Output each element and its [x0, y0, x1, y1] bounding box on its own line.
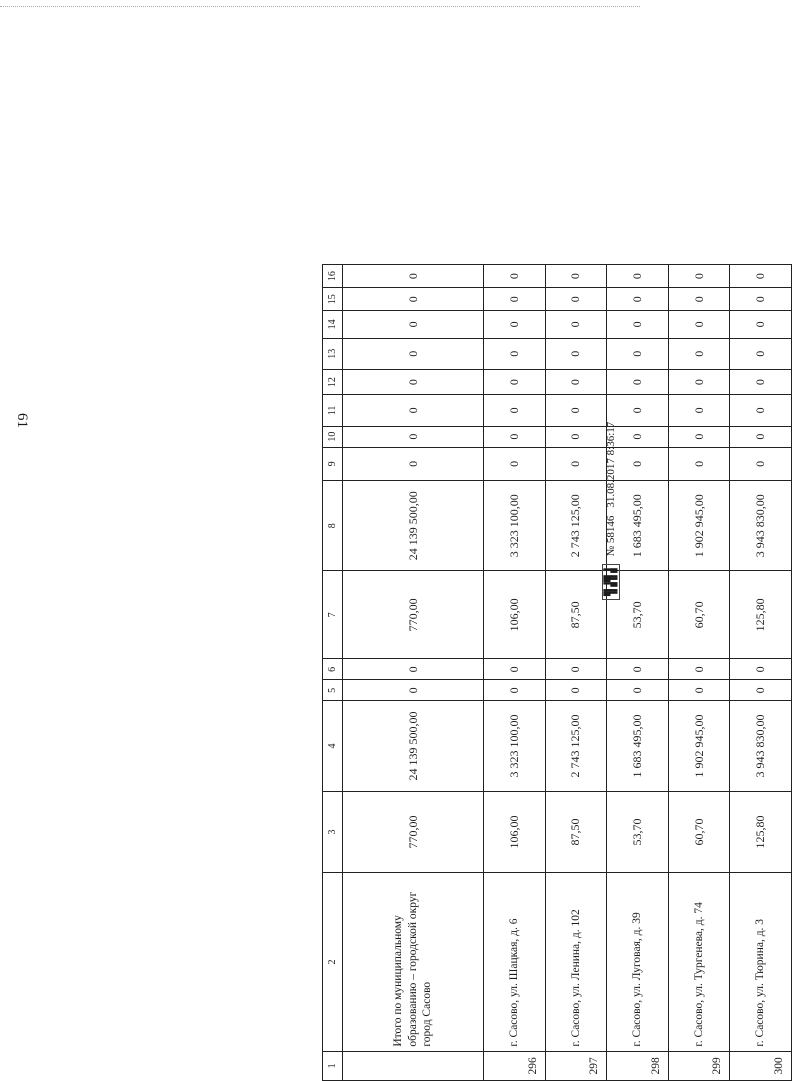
value-cell-c6: 0	[484, 659, 546, 680]
column-number-1: 1	[323, 1051, 343, 1080]
row-index: 299	[668, 1051, 730, 1080]
column-number-6: 6	[323, 659, 343, 680]
value-cell-c8: 2 743 125,00	[545, 481, 607, 571]
value-cell-c7: 87,50	[545, 571, 607, 659]
value-cell-c12: 0	[668, 369, 730, 394]
value-cell-c3: 87,50	[545, 791, 607, 873]
document-timestamp: 31.08.2017 8:36:17	[605, 421, 617, 508]
value-cell-c9: 0	[730, 447, 792, 481]
value-cell-c14: 0	[607, 311, 669, 338]
value-cell-c5: 0	[668, 680, 730, 701]
column-number-3: 3	[323, 791, 343, 873]
value-cell-c5: 0	[484, 680, 546, 701]
table-row	[343, 265, 484, 1081]
value-cell-c8: 3 943 830,00	[730, 481, 792, 571]
value-cell-c6: 0	[607, 659, 669, 680]
address-cell: Итого по муниципальному образованию – городской округ город Сасово	[343, 873, 484, 1051]
value-cell-c4: 1 902 945,00	[668, 701, 730, 791]
value-cell-c7: 106,00	[484, 571, 546, 659]
value-cell-c3: 53,70	[607, 791, 669, 873]
value-cell-c7: 770,00	[343, 571, 484, 659]
value-cell-c11: 0	[730, 395, 792, 426]
value-cell-c15: 0	[607, 288, 669, 311]
value-cell-c6: 0	[668, 659, 730, 680]
value-cell-c11: 0	[484, 395, 546, 426]
column-number-7: 7	[323, 571, 343, 659]
document-footer	[596, 340, 626, 600]
value-cell-c10: 0	[484, 426, 546, 447]
column-number-12: 12	[323, 369, 343, 394]
row-index: 297	[545, 1051, 607, 1080]
value-cell-c13: 0	[343, 338, 484, 369]
table-row	[484, 265, 546, 1081]
row-index: 298	[607, 1051, 669, 1080]
value-cell-c9: 0	[668, 447, 730, 481]
value-cell-c14: 0	[668, 311, 730, 338]
value-cell-c3: 60,70	[668, 791, 730, 873]
value-cell-c9: 0	[343, 447, 484, 481]
value-cell-c5: 0	[730, 680, 792, 701]
column-number-16: 16	[323, 265, 343, 288]
data-table-rotated	[322, 264, 792, 1081]
column-number-2: 2	[323, 873, 343, 1051]
address-cell: г. Сасово, ул. Тургенева, д. 74	[668, 873, 730, 1051]
value-cell-c3: 125,80	[730, 791, 792, 873]
value-cell-c11: 0	[607, 395, 669, 426]
value-cell-c8: 1 902 945,00	[668, 481, 730, 571]
row-index	[343, 1051, 484, 1080]
value-cell-c10: 0	[607, 426, 669, 447]
value-cell-c6: 0	[343, 659, 484, 680]
value-cell-c16: 0	[545, 265, 607, 288]
value-cell-c9: 0	[607, 447, 669, 481]
value-cell-c13: 0	[607, 338, 669, 369]
value-cell-c6: 0	[730, 659, 792, 680]
value-cell-c8: 1 683 495,00	[607, 481, 669, 571]
value-cell-c8: 3 323 100,00	[484, 481, 546, 571]
column-number-11: 11	[323, 395, 343, 426]
value-cell-c5: 0	[343, 680, 484, 701]
value-cell-c7: 60,70	[668, 571, 730, 659]
address-cell: г. Сасово, ул. Шацкая, д. 6	[484, 873, 546, 1051]
value-cell-c9: 0	[484, 447, 546, 481]
value-cell-c9: 0	[545, 447, 607, 481]
value-cell-c13: 0	[730, 338, 792, 369]
value-cell-c10: 0	[668, 426, 730, 447]
address-cell: г. Сасово, ул. Тюрина, д. 3	[730, 873, 792, 1051]
value-cell-c4: 24 139 500,00	[343, 701, 484, 791]
column-number-10: 10	[323, 426, 343, 447]
value-cell-c12: 0	[730, 369, 792, 394]
value-cell-c5: 0	[607, 680, 669, 701]
table-row	[730, 265, 792, 1081]
value-cell-c16: 0	[607, 265, 669, 288]
value-cell-c11: 0	[545, 395, 607, 426]
value-cell-c15: 0	[343, 288, 484, 311]
value-cell-c7: 53,70	[607, 571, 669, 659]
value-cell-c14: 0	[730, 311, 792, 338]
address-cell: г. Сасово, ул. Луговая, д. 39	[607, 873, 669, 1051]
value-cell-c15: 0	[730, 288, 792, 311]
document-number: № 58146	[605, 515, 617, 557]
value-cell-c10: 0	[343, 426, 484, 447]
column-number-14: 14	[323, 311, 343, 338]
address-cell: г. Сасово, ул. Ленина, д. 102	[545, 873, 607, 1051]
value-cell-c15: 0	[668, 288, 730, 311]
row-index: 300	[730, 1051, 792, 1080]
value-cell-c14: 0	[343, 311, 484, 338]
row-index: 296	[484, 1051, 546, 1080]
value-cell-c4: 1 683 495,00	[607, 701, 669, 791]
value-cell-c15: 0	[545, 288, 607, 311]
table-row	[668, 265, 730, 1081]
page-number: 61	[14, 413, 30, 428]
column-number-9: 9	[323, 447, 343, 481]
registry-stamp-logo: █▌▐█▌▐ ▐▌█▐▌█	[602, 564, 620, 600]
value-cell-c3: 770,00	[343, 791, 484, 873]
value-cell-c16: 0	[668, 265, 730, 288]
value-cell-c3: 106,00	[484, 791, 546, 873]
value-cell-c13: 0	[484, 338, 546, 369]
value-cell-c5: 0	[545, 680, 607, 701]
value-cell-c11: 0	[343, 395, 484, 426]
column-number-row	[323, 265, 343, 1081]
value-cell-c4: 3 943 830,00	[730, 701, 792, 791]
value-cell-c12: 0	[343, 369, 484, 394]
value-cell-c15: 0	[484, 288, 546, 311]
value-cell-c7: 125,80	[730, 571, 792, 659]
value-cell-c16: 0	[343, 265, 484, 288]
value-cell-c14: 0	[545, 311, 607, 338]
value-cell-c4: 3 323 100,00	[484, 701, 546, 791]
value-cell-c16: 0	[730, 265, 792, 288]
column-number-4: 4	[323, 701, 343, 791]
column-number-8: 8	[323, 481, 343, 571]
value-cell-c14: 0	[484, 311, 546, 338]
value-cell-c13: 0	[668, 338, 730, 369]
data-table	[322, 264, 792, 1081]
value-cell-c11: 0	[668, 395, 730, 426]
top-edge-artifact	[0, 6, 640, 9]
value-cell-c13: 0	[545, 338, 607, 369]
value-cell-c12: 0	[607, 369, 669, 394]
value-cell-c16: 0	[484, 265, 546, 288]
value-cell-c12: 0	[545, 369, 607, 394]
value-cell-c12: 0	[484, 369, 546, 394]
value-cell-c10: 0	[545, 426, 607, 447]
value-cell-c8: 24 139 500,00	[343, 481, 484, 571]
column-number-13: 13	[323, 338, 343, 369]
value-cell-c4: 2 743 125,00	[545, 701, 607, 791]
column-number-15: 15	[323, 288, 343, 311]
value-cell-c10: 0	[730, 426, 792, 447]
column-number-5: 5	[323, 680, 343, 701]
value-cell-c6: 0	[545, 659, 607, 680]
